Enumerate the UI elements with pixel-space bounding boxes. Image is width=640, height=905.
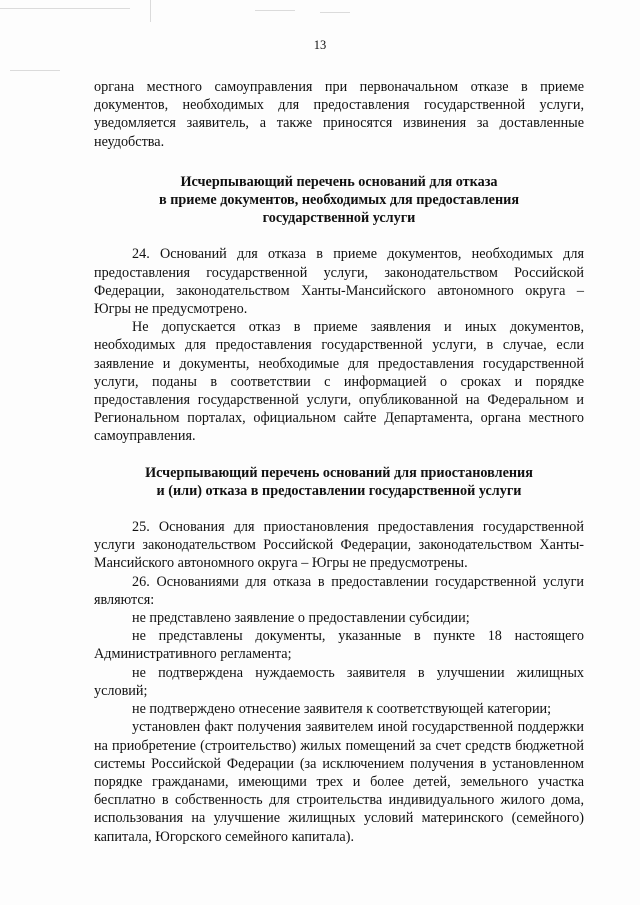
heading-line: Исчерпывающий перечень оснований для приостановления	[145, 464, 533, 481]
list-item: не представлено заявление о предоставлении субсидии;	[132, 610, 470, 627]
page-number: 13	[313, 38, 327, 52]
paragraph-no-refusal: Не допускается отказ в приеме заявления и иных документов, необходимых для предоставления государственной услуги, в случае, если заявление и документы, необходимые для предоставления государственной услуги, поданы в соответствии с информацией о сроках и порядке предоставления государственной услуги, опубликованной на Федеральном и Региональном порталах, официальном сайте Департамента, органа местного самоуправления.	[94, 319, 584, 445]
scan-artifact	[320, 12, 350, 13]
heading-line: в приеме документов, необходимых для предоставления	[159, 192, 519, 209]
heading-line: Исчерпывающий перечень оснований для отказа	[180, 173, 498, 190]
scan-artifact	[10, 70, 60, 71]
paragraph-25: 25. Основания для приостановления предоставления государственной услуги законодательством Российской Федерации, законодательством Ханты-Мансийского автономного округа – Югры не предусмотрены.	[94, 519, 584, 572]
list-item: не подтверждена нуждаемость заявителя в улучшении жилищных условий;	[94, 664, 584, 699]
paragraph-26: 26. Основаниями для отказа в предоставлении государственной услуги являются:	[94, 573, 584, 608]
scan-artifact	[150, 0, 151, 22]
section-heading-suspension-refusal	[94, 464, 584, 500]
scan-artifact	[0, 8, 130, 9]
section-heading-refusal-acceptance	[94, 173, 584, 228]
intro-paragraph: органа местного самоуправления при первоначальном отказе в приеме документов, необходимых для предоставления государственной услуги, уведомляется заявитель, а также приносятся извинения за доставленные неудобства.	[94, 79, 584, 150]
document-body	[94, 78, 584, 846]
heading-line: государственной услуги	[262, 210, 416, 227]
list-item: установлен факт получения заявителем иной государственной поддержки на приобретение (строительство) жилых помещений за счет средств бюджетной системы Российской Федерации (за исключением получения в установленном порядке гражданами, имеющими трех и более детей, земельного участка бесплатно в собственность для строительства индивидуального жилого дома, использования на улучшение жилищных условий материнского (семейного) капитала, Югорского семейного капитала).	[94, 719, 584, 845]
list-item: не подтверждено отнесение заявителя к соответствующей категории;	[132, 701, 552, 718]
heading-line: и (или) отказа в предоставлении государственной услуги	[156, 482, 522, 499]
scan-artifact	[255, 10, 295, 11]
paragraph-24: 24. Оснований для отказа в приеме документов, необходимых для предоставления государственной услуги, законодательством Российской Федерации, законодательством Ханты-Мансийского автономного округа – Югры не предусмотрено.	[94, 246, 584, 318]
list-item: не представлены документы, указанные в пункте 18 настоящего Административного регламента;	[94, 628, 584, 663]
